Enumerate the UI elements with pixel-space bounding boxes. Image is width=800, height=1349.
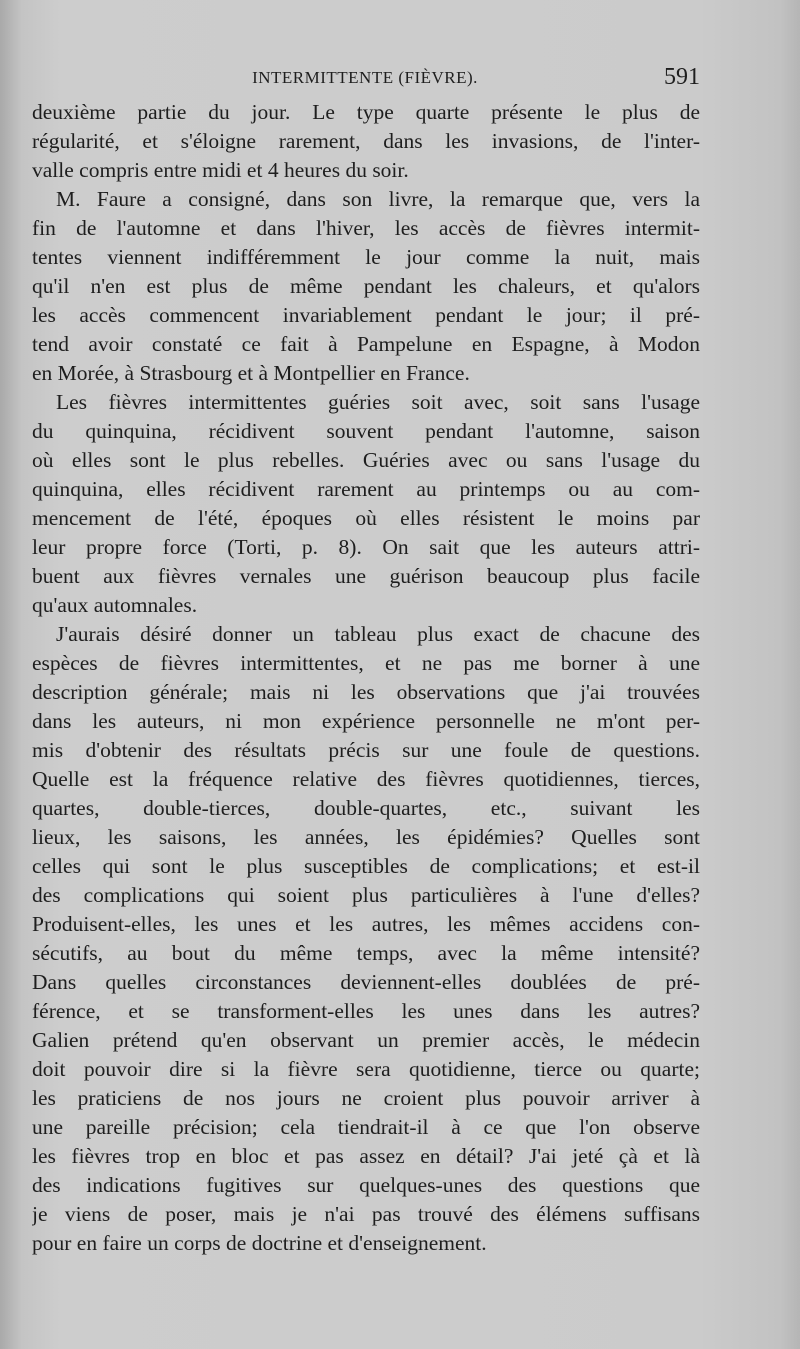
page-header [30, 60, 700, 96]
text-line: tentes viennent indifféremment le jour comme la nuit, mais [32, 245, 700, 269]
text-line: mis d'obtenir des résultats précis sur une foule de questions. [32, 738, 700, 762]
text-line: quartes, double-tierces, double-quartes, etc., suivant les [32, 796, 700, 820]
text-line: une pareille précision; cela tiendrait-il à ce que l'on observe [32, 1115, 700, 1139]
text-line: J'aurais désiré donner un tableau plus exact de chacune des [56, 622, 700, 646]
text-line: qu'aux automnales. [32, 593, 198, 617]
text-line: en Morée, à Strasbourg et à Montpellier en France. [32, 361, 470, 385]
text-line: doit pouvoir dire si la fièvre sera quotidienne, tierce ou quarte; [32, 1057, 700, 1081]
text-line: fin de l'automne et dans l'hiver, les accès de fièvres intermit- [32, 216, 700, 240]
text-line: dans les auteurs, ni mon expérience personnelle ne m'ont per- [32, 709, 700, 733]
text-line: tend avoir constaté ce fait à Pampelune en Espagne, à Modon [32, 332, 700, 356]
text-line: des indications fugitives sur quelques-unes des questions que [32, 1173, 700, 1197]
text-line: sécutifs, au bout du même temps, avec la même intensité? [32, 941, 700, 965]
text-line: je viens de poser, mais je n'ai pas trouvé des élémens suffisans [32, 1202, 700, 1226]
text-line: Galien prétend qu'en observant un premier accès, le médecin [32, 1028, 700, 1052]
text-line: lieux, les saisons, les années, les épidémies? Quelles sont [32, 825, 700, 849]
text-line: buent aux fièvres vernales une guérison beaucoup plus facile [32, 564, 700, 588]
text-line: description générale; mais ni les observations que j'ai trouvées [32, 680, 700, 704]
text-line: celles qui sont le plus susceptibles de complications; et est-il [32, 854, 700, 878]
text-line: régularité, et s'éloigne rarement, dans les invasions, de l'inter- [32, 129, 700, 153]
text-line: les accès commencent invariablement pendant le jour; il pré- [32, 303, 700, 327]
text-line: mencement de l'été, époques où elles résistent le moins par [32, 506, 700, 530]
text-line: pour en faire un corps de doctrine et d'enseignement. [32, 1231, 487, 1255]
text-line: où elles sont le plus rebelles. Guéries avec ou sans l'usage du [32, 448, 700, 472]
text-line: espèces de fièvres intermittentes, et ne pas me borner à une [32, 651, 700, 675]
text-line: Produisent-elles, les unes et les autres, les mêmes accidens con- [32, 912, 700, 936]
text-line: du quinquina, récidivent souvent pendant l'automne, saison [32, 419, 700, 443]
text-line: les fièvres trop en bloc et pas assez en détail? J'ai jeté çà et là [32, 1144, 700, 1168]
running-title: INTERMITTENTE (FIÈVRE). [252, 68, 478, 87]
text-line: les praticiens de nos jours ne croient plus pouvoir arriver à [32, 1086, 700, 1110]
page-number: 591 [664, 64, 700, 90]
text-line: Dans quelles circonstances deviennent-elles doublées de pré- [32, 970, 700, 994]
text-line: des complications qui soient plus particulières à l'une d'elles? [32, 883, 700, 907]
body-text [32, 98, 700, 1258]
text-line: valle compris entre midi et 4 heures du soir. [32, 158, 409, 182]
text-line: leur propre force (Torti, p. 8). On sait que les auteurs attri- [32, 535, 700, 559]
text-line: Les fièvres intermittentes guéries soit avec, soit sans l'usage [56, 390, 700, 414]
text-line: quinquina, elles récidivent rarement au printemps ou au com- [32, 477, 700, 501]
text-line: Quelle est la fréquence relative des fièvres quotidiennes, tierces, [32, 767, 700, 791]
text-line: M. Faure a consigné, dans son livre, la remarque que, vers la [56, 187, 700, 211]
text-line: férence, et se transforment-elles les unes dans les autres? [32, 999, 700, 1023]
text-line: qu'il n'en est plus de même pendant les chaleurs, et qu'alors [32, 274, 700, 298]
text-line: deuxième partie du jour. Le type quarte présente le plus de [32, 100, 700, 124]
